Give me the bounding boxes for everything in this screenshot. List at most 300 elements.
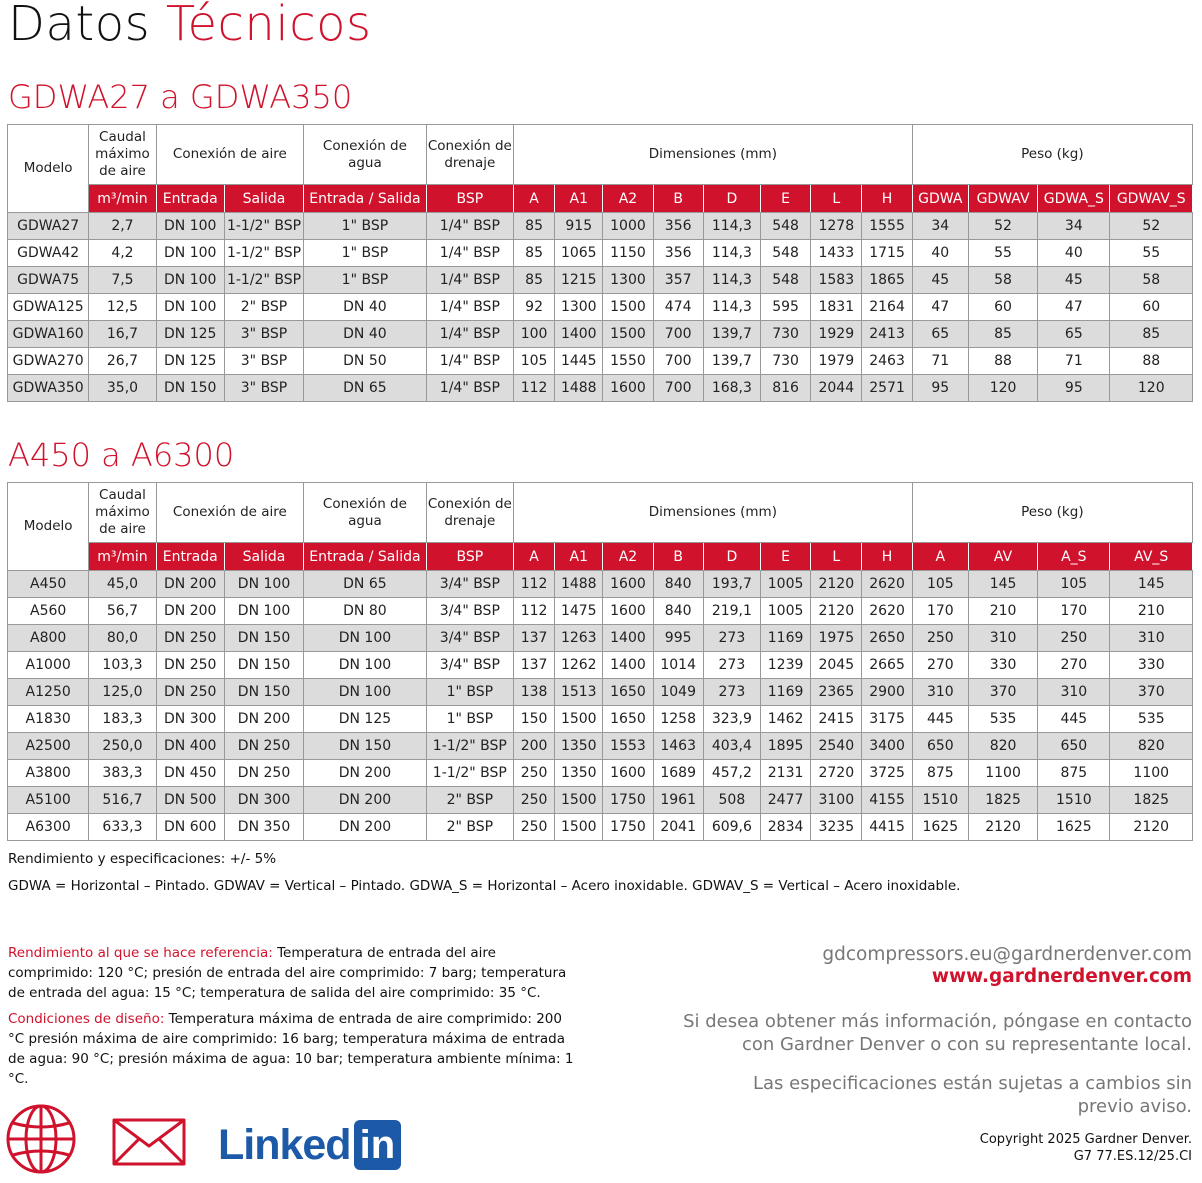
table-cell: 52 xyxy=(1110,213,1193,240)
table-cell: 1" BSP xyxy=(426,679,513,706)
table-cell: 34 xyxy=(1038,213,1110,240)
table-cell: 1625 xyxy=(912,814,968,841)
table-cell: DN 300 xyxy=(156,706,224,733)
table-cell: 4,2 xyxy=(89,240,156,267)
table-cell: 40 xyxy=(912,240,968,267)
subheader-cell: Salida xyxy=(224,185,303,213)
subheader-cell: A2 xyxy=(603,185,653,213)
header-peso: Peso (kg) xyxy=(912,125,1192,185)
table-cell: 137 xyxy=(514,625,555,652)
table-cell: 310 xyxy=(968,625,1037,652)
subheader-cell: D xyxy=(703,543,760,571)
table-cell: 1/4" BSP xyxy=(426,348,513,375)
table-row xyxy=(8,760,1193,787)
table-cell: DN 200 xyxy=(304,760,427,787)
table-cell: DN 150 xyxy=(224,679,303,706)
table-cell: 3725 xyxy=(862,760,912,787)
header-caudal: Caudal máximo de aire xyxy=(89,125,156,185)
reference-label: Rendimiento al que se hace referencia: xyxy=(8,945,273,961)
table-cell: 1650 xyxy=(603,706,653,733)
table-cell: 2415 xyxy=(811,706,862,733)
table-cell: 1975 xyxy=(811,625,862,652)
table-row xyxy=(8,814,1193,841)
table-cell: 2413 xyxy=(862,321,912,348)
table-cell: DN 150 xyxy=(224,652,303,679)
table-cell: 995 xyxy=(653,625,703,652)
page-title-part1: Datos xyxy=(8,0,151,52)
table-cell: 2477 xyxy=(760,787,810,814)
table-cell: 820 xyxy=(968,733,1037,760)
table-cell: 1500 xyxy=(555,814,603,841)
subheader-cell: Entrada xyxy=(156,185,224,213)
subheader-cell: B xyxy=(653,543,703,571)
table-cell: DN 80 xyxy=(304,598,427,625)
subheader-cell: A1 xyxy=(555,543,603,571)
table-cell: 1400 xyxy=(603,625,653,652)
table-cell: 1-1/2" BSP xyxy=(426,733,513,760)
table-cell: 250 xyxy=(514,787,555,814)
table-cell: 508 xyxy=(703,787,760,814)
table-cell: 1400 xyxy=(555,321,603,348)
table-cell: 356 xyxy=(653,240,703,267)
table-row xyxy=(8,375,1193,402)
table-cell: 65 xyxy=(1038,321,1110,348)
table-cell: 88 xyxy=(968,348,1037,375)
subheader-cell: A2 xyxy=(603,543,653,571)
header-conexion-aire: Conexión de aire xyxy=(156,125,304,185)
info-line-2: con Gardner Denver o con su representante local. xyxy=(741,1034,1192,1055)
table-cell: 139,7 xyxy=(703,348,760,375)
table-cell: 1750 xyxy=(603,814,653,841)
table-cell: 71 xyxy=(912,348,968,375)
table-cell: 112 xyxy=(514,375,555,402)
legend-note: GDWA = Horizontal – Pintado. GDWAV = Vertical – Pintado. GDWA_S = Horizontal – Acero inoxidable. GDWAV_S = Vertical – Acero inoxidable. xyxy=(8,878,961,894)
table-cell: 145 xyxy=(1110,571,1193,598)
table-cell: 2120 xyxy=(811,571,862,598)
table-cell: 548 xyxy=(760,267,810,294)
table-cell: DN 125 xyxy=(304,706,427,733)
table-cell: 2463 xyxy=(862,348,912,375)
table-cell: 1300 xyxy=(555,294,603,321)
table-cell: DN 350 xyxy=(224,814,303,841)
table-cell: 1" BSP xyxy=(304,213,427,240)
table-cell: 250 xyxy=(912,625,968,652)
table-row xyxy=(8,706,1193,733)
table-cell: 1929 xyxy=(811,321,862,348)
table-cell: 2044 xyxy=(811,375,862,402)
table-cell: 2665 xyxy=(862,652,912,679)
header-peso: Peso (kg) xyxy=(912,483,1192,543)
table-cell: 2571 xyxy=(862,375,912,402)
table-cell: 633,3 xyxy=(89,814,156,841)
table-cell: 45 xyxy=(912,267,968,294)
subheader-cell: D xyxy=(703,185,760,213)
table-cell: 170 xyxy=(912,598,968,625)
table-cell: 219,1 xyxy=(703,598,760,625)
table-cell: 250 xyxy=(1038,625,1110,652)
table-cell: 1/4" BSP xyxy=(426,375,513,402)
table-cell: 150 xyxy=(514,706,555,733)
table-cell: 1625 xyxy=(1038,814,1110,841)
table-cell: 1" BSP xyxy=(304,267,427,294)
table-cell: 1-1/2" BSP xyxy=(224,213,303,240)
table-cell: 1445 xyxy=(555,348,603,375)
model-cell: GDWA42 xyxy=(8,240,89,267)
table-cell: 356 xyxy=(653,213,703,240)
table-cell: 2120 xyxy=(1110,814,1193,841)
page-title-part2: Técnicos xyxy=(165,0,372,52)
table-row xyxy=(8,321,1193,348)
model-cell: GDWA350 xyxy=(8,375,89,402)
table-cell: 1263 xyxy=(555,625,603,652)
table-cell: 1500 xyxy=(555,706,603,733)
table-cell: 1" BSP xyxy=(426,706,513,733)
table-cell: 457,2 xyxy=(703,760,760,787)
table-cell: 1600 xyxy=(603,375,653,402)
table-cell: DN 100 xyxy=(224,571,303,598)
table-cell: DN 100 xyxy=(304,652,427,679)
reference-conditions xyxy=(8,943,578,1003)
table-cell: 2,7 xyxy=(89,213,156,240)
table-cell: 1100 xyxy=(1110,760,1193,787)
table-cell: 26,7 xyxy=(89,348,156,375)
table-cell: 403,4 xyxy=(703,733,760,760)
table-cell: 1005 xyxy=(760,598,810,625)
table-cell: 535 xyxy=(1110,706,1193,733)
table-cell: DN 100 xyxy=(156,294,224,321)
subheader-cell: GDWA xyxy=(912,185,968,213)
table-cell: 3" BSP xyxy=(224,375,303,402)
table-cell: 95 xyxy=(1038,375,1110,402)
table-cell: 120 xyxy=(1110,375,1193,402)
table-cell: 2045 xyxy=(811,652,862,679)
subheader-cell: BSP xyxy=(426,543,513,571)
header-modelo: Modelo xyxy=(8,125,89,213)
table-cell: 250,0 xyxy=(89,733,156,760)
table-cell: 330 xyxy=(968,652,1037,679)
table-cell: 103,3 xyxy=(89,652,156,679)
table-cell: 730 xyxy=(760,348,810,375)
table-cell: 915 xyxy=(555,213,603,240)
model-cell: GDWA270 xyxy=(8,348,89,375)
table-cell: 88 xyxy=(1110,348,1193,375)
table-cell: 3/4" BSP xyxy=(426,625,513,652)
table-cell: 1400 xyxy=(603,652,653,679)
table-cell: 3/4" BSP xyxy=(426,598,513,625)
table-cell: 1433 xyxy=(811,240,862,267)
table-cell: 1488 xyxy=(555,571,603,598)
table-cell: 1500 xyxy=(603,321,653,348)
table-cell: 105 xyxy=(514,348,555,375)
table-cell: 112 xyxy=(514,598,555,625)
table-cell: 1555 xyxy=(862,213,912,240)
table-cell: 548 xyxy=(760,240,810,267)
table-cell: 730 xyxy=(760,321,810,348)
table-cell: 2365 xyxy=(811,679,862,706)
table-cell: 114,3 xyxy=(703,213,760,240)
table-cell: 1/4" BSP xyxy=(426,294,513,321)
table-cell: 357 xyxy=(653,267,703,294)
table-cell: 210 xyxy=(968,598,1037,625)
subheader-cell: m³/min xyxy=(89,543,156,571)
table-cell: DN 150 xyxy=(224,625,303,652)
table-cell: 1350 xyxy=(555,760,603,787)
table-cell: 2041 xyxy=(653,814,703,841)
table-cell: 40 xyxy=(1038,240,1110,267)
table-cell: 1600 xyxy=(603,598,653,625)
table-cell: 114,3 xyxy=(703,240,760,267)
subheader-cell: Entrada / Salida xyxy=(304,543,427,571)
table-cell: 80,0 xyxy=(89,625,156,652)
subheader-cell: H xyxy=(862,543,912,571)
subheader-cell: AV_S xyxy=(1110,543,1193,571)
linkedin-wordmark: Linked xyxy=(218,1120,351,1169)
table-cell: 595 xyxy=(760,294,810,321)
table-cell: 1014 xyxy=(653,652,703,679)
table-cell: 1750 xyxy=(603,787,653,814)
table-cell: 2900 xyxy=(862,679,912,706)
table-cell: 12,5 xyxy=(89,294,156,321)
table-cell: 200 xyxy=(514,733,555,760)
website-link[interactable]: www.gardnerdenver.com xyxy=(931,966,1192,987)
table-cell: 2" BSP xyxy=(426,814,513,841)
table-cell: 273 xyxy=(703,652,760,679)
table-cell: 700 xyxy=(653,348,703,375)
table-cell: 85 xyxy=(514,213,555,240)
table-cell: 1169 xyxy=(760,625,810,652)
table-cell: 3/4" BSP xyxy=(426,652,513,679)
table-cell: 1510 xyxy=(912,787,968,814)
table-cell: 145 xyxy=(968,571,1037,598)
table-cell: 65 xyxy=(912,321,968,348)
subheader-row xyxy=(8,543,1193,571)
linkedin-logo[interactable] xyxy=(218,1117,401,1173)
spec-line-2: previo aviso. xyxy=(1077,1096,1192,1117)
table-row xyxy=(8,571,1193,598)
model-cell: A5100 xyxy=(8,787,89,814)
table-cell: 1/4" BSP xyxy=(426,240,513,267)
model-cell: A2500 xyxy=(8,733,89,760)
table-cell: DN 40 xyxy=(304,321,427,348)
table-cell: 2620 xyxy=(862,571,912,598)
table-cell: 1169 xyxy=(760,679,810,706)
subheader-cell: m³/min xyxy=(89,185,156,213)
table-cell: 250 xyxy=(514,814,555,841)
table-cell: 112 xyxy=(514,571,555,598)
table-cell: 650 xyxy=(1038,733,1110,760)
table-cell: DN 200 xyxy=(156,571,224,598)
table-cell: DN 50 xyxy=(304,348,427,375)
table-cell: 114,3 xyxy=(703,267,760,294)
table-cell: 1500 xyxy=(555,787,603,814)
table-cell: 3175 xyxy=(862,706,912,733)
design-text: Temperatura máxima de entrada de aire comprimido: 200 °C presión máxima de aire comprimido: 16 barg; temperatura máxima de entrada de agua: 90 °C; presión máxima de agua: 10 bar; temperatura ambiente mínima: 1 °C. xyxy=(8,1011,574,1087)
table-cell: 2" BSP xyxy=(426,787,513,814)
table-cell: 58 xyxy=(968,267,1037,294)
table-cell: 1-1/2" BSP xyxy=(224,240,303,267)
subheader-cell: A_S xyxy=(1038,543,1110,571)
subheader-cell: GDWA_S xyxy=(1038,185,1110,213)
model-cell: GDWA75 xyxy=(8,267,89,294)
subheader-cell: GDWAV_S xyxy=(1110,185,1193,213)
table-row xyxy=(8,679,1193,706)
table-cell: 85 xyxy=(514,267,555,294)
table-cell: DN 150 xyxy=(304,733,427,760)
table-cell: 1100 xyxy=(968,760,1037,787)
model-cell: A1000 xyxy=(8,652,89,679)
table-cell: 1463 xyxy=(653,733,703,760)
spec-table-a xyxy=(7,482,1193,841)
table-cell: 820 xyxy=(1110,733,1193,760)
subheader-cell: A xyxy=(514,543,555,571)
table-cell: 310 xyxy=(912,679,968,706)
table-cell: 1300 xyxy=(603,267,653,294)
table-cell: 1825 xyxy=(1110,787,1193,814)
table-cell: 2131 xyxy=(760,760,810,787)
table-cell: 1689 xyxy=(653,760,703,787)
table-cell: 700 xyxy=(653,321,703,348)
table-cell: DN 400 xyxy=(156,733,224,760)
table-row xyxy=(8,267,1193,294)
subheader-cell: GDWAV xyxy=(968,185,1037,213)
table-cell: 3/4" BSP xyxy=(426,571,513,598)
table-cell: 516,7 xyxy=(89,787,156,814)
table-cell: 100 xyxy=(514,321,555,348)
table-cell: 1239 xyxy=(760,652,810,679)
table-cell: 35,0 xyxy=(89,375,156,402)
model-cell: A1830 xyxy=(8,706,89,733)
table-cell: 2164 xyxy=(862,294,912,321)
table-cell: 55 xyxy=(1110,240,1193,267)
table-cell: 1583 xyxy=(811,267,862,294)
table-row xyxy=(8,294,1193,321)
table-cell: 1049 xyxy=(653,679,703,706)
table-cell: 85 xyxy=(1110,321,1193,348)
table-cell: 1" BSP xyxy=(304,240,427,267)
table-cell: DN 40 xyxy=(304,294,427,321)
table-cell: DN 100 xyxy=(156,213,224,240)
table-cell: 370 xyxy=(1110,679,1193,706)
table-cell: 650 xyxy=(912,733,968,760)
table-cell: DN 250 xyxy=(156,625,224,652)
table-cell: DN 100 xyxy=(304,625,427,652)
table-row xyxy=(8,213,1193,240)
info-text xyxy=(683,1010,1192,1056)
table-cell: 1/4" BSP xyxy=(426,267,513,294)
table-cell: 1-1/2" BSP xyxy=(426,760,513,787)
subheader-cell: B xyxy=(653,185,703,213)
subheader-cell: Salida xyxy=(224,543,303,571)
table-cell: 7,5 xyxy=(89,267,156,294)
table-cell: 105 xyxy=(912,571,968,598)
table-cell: 1475 xyxy=(555,598,603,625)
table-cell: 273 xyxy=(703,679,760,706)
table-cell: 193,7 xyxy=(703,571,760,598)
table-cell: 474 xyxy=(653,294,703,321)
header-conexion-aire: Conexión de aire xyxy=(156,483,304,543)
table-row xyxy=(8,787,1193,814)
table-cell: DN 200 xyxy=(224,706,303,733)
table-cell: 1462 xyxy=(760,706,810,733)
table-cell: 445 xyxy=(1038,706,1110,733)
header-conexion-agua: Conexión de agua xyxy=(304,125,427,185)
table-cell: 840 xyxy=(653,598,703,625)
table-cell: 1825 xyxy=(968,787,1037,814)
table-cell: 58 xyxy=(1110,267,1193,294)
model-cell: A450 xyxy=(8,571,89,598)
table-cell: 3" BSP xyxy=(224,321,303,348)
table-cell: 71 xyxy=(1038,348,1110,375)
table-cell: 1979 xyxy=(811,348,862,375)
table-cell: 2620 xyxy=(862,598,912,625)
globe-icon[interactable] xyxy=(5,1103,77,1175)
table-cell: DN 500 xyxy=(156,787,224,814)
table-cell: 840 xyxy=(653,571,703,598)
section-title-gdwa: GDWA27 a GDWA350 xyxy=(8,78,353,116)
table-row xyxy=(8,625,1193,652)
header-modelo: Modelo xyxy=(8,483,89,571)
subheader-cell: L xyxy=(811,543,862,571)
section-title-a: A450 a A6300 xyxy=(8,436,235,474)
table-cell: 370 xyxy=(968,679,1037,706)
subheader-cell: H xyxy=(862,185,912,213)
doc-code: G7 77.ES.12/25.CI xyxy=(1073,1149,1192,1164)
table-cell: 273 xyxy=(703,625,760,652)
table-cell: 1500 xyxy=(603,294,653,321)
table-cell: 310 xyxy=(1038,679,1110,706)
subheader-cell: BSP xyxy=(426,185,513,213)
table-cell: 3400 xyxy=(862,733,912,760)
spec-table-gdwa xyxy=(7,124,1193,402)
contact-email-link[interactable]: gdcompressors.eu@gardnerdenver.com xyxy=(822,944,1192,965)
table-cell: 105 xyxy=(1038,571,1110,598)
model-cell: A1250 xyxy=(8,679,89,706)
subheader-cell: Entrada xyxy=(156,543,224,571)
table-cell: 1065 xyxy=(555,240,603,267)
mail-icon[interactable] xyxy=(112,1118,186,1166)
table-cell: DN 100 xyxy=(224,598,303,625)
table-cell: DN 250 xyxy=(156,652,224,679)
table-cell: 2120 xyxy=(811,598,862,625)
table-cell: DN 65 xyxy=(304,571,427,598)
table-cell: 95 xyxy=(912,375,968,402)
table-cell: 609,6 xyxy=(703,814,760,841)
table-cell: 2834 xyxy=(760,814,810,841)
model-cell: A6300 xyxy=(8,814,89,841)
table-cell: 139,7 xyxy=(703,321,760,348)
table-cell: 875 xyxy=(1038,760,1110,787)
table-cell: 210 xyxy=(1110,598,1193,625)
model-cell: GDWA160 xyxy=(8,321,89,348)
table-cell: 137 xyxy=(514,652,555,679)
subheader-cell: A xyxy=(514,185,555,213)
subheader-cell: L xyxy=(811,185,862,213)
table-cell: 1000 xyxy=(603,213,653,240)
table-cell: 383,3 xyxy=(89,760,156,787)
table-row xyxy=(8,598,1193,625)
table-cell: 45,0 xyxy=(89,571,156,598)
table-cell: 1831 xyxy=(811,294,862,321)
table-row xyxy=(8,348,1193,375)
table-cell: 3100 xyxy=(811,787,862,814)
table-cell: DN 600 xyxy=(156,814,224,841)
table-cell: DN 200 xyxy=(304,814,427,841)
table-cell: 3235 xyxy=(811,814,862,841)
table-cell: 34 xyxy=(912,213,968,240)
table-cell: 1553 xyxy=(603,733,653,760)
subheader-cell: Entrada / Salida xyxy=(304,185,427,213)
table-cell: DN 125 xyxy=(156,348,224,375)
